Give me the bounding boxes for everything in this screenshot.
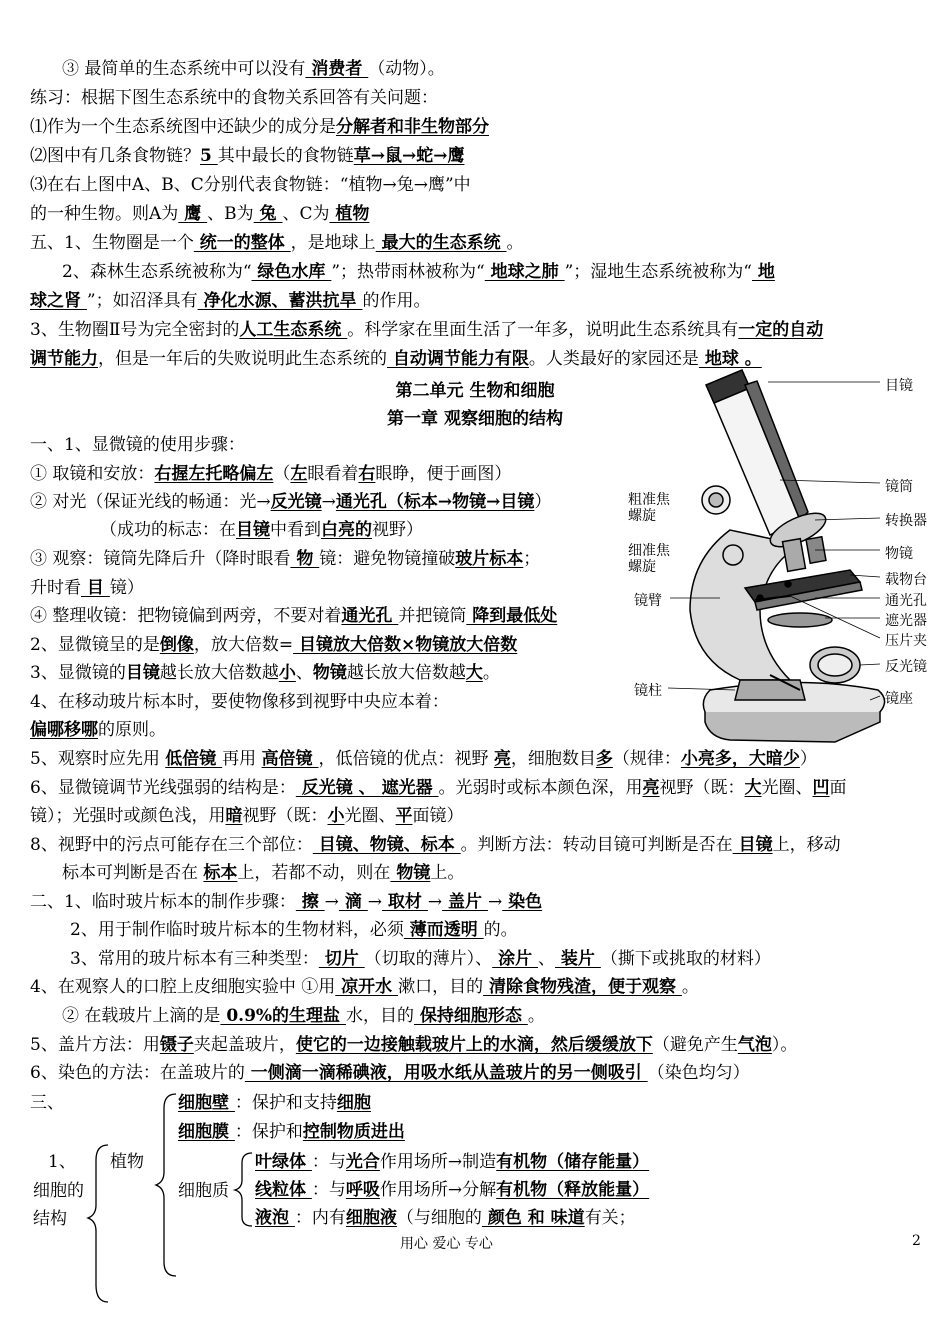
answer-blank: 目镜、物镜、标本 (312, 835, 461, 855)
answer-blank: 保持细胞形态 (413, 1006, 528, 1026)
text-run: 。光弱时或标本颜色深，用 (438, 778, 643, 798)
text-run: 五、1、生物圈是一个 (30, 233, 194, 253)
text-run: 。人类最好的家园还是 (528, 349, 699, 369)
label-eyepiece: 目镜 (885, 378, 913, 394)
label-base: 镜座 (885, 691, 913, 707)
tree-plant: 植物 (110, 1152, 144, 1172)
line-lens (30, 661, 500, 685)
text-run: ② 在载玻片上滴的是 (62, 1006, 221, 1026)
text-run: 面镜） (412, 806, 464, 826)
text-run: 作用场所→制造 (379, 1152, 497, 1172)
text-run: → (487, 892, 503, 912)
answer-blank: 凹 (812, 778, 830, 798)
text-run: 视野（既： (659, 778, 745, 798)
answer-blank: 擦 (295, 892, 325, 912)
text-run: 并把镜筒 (398, 606, 467, 626)
answer-blank: 一定的自动 (738, 320, 824, 340)
text-run: 光圈、 (344, 806, 396, 826)
text-run: 视野） (372, 520, 423, 540)
line-image (30, 633, 517, 657)
label-diaphragm: 遮光器 (885, 613, 927, 629)
line-biosphere (30, 231, 524, 255)
text-run: ，低倍镜的优点：视野 (318, 749, 494, 769)
answer-blank: 小 (327, 806, 345, 826)
text-run: 。 (506, 233, 524, 253)
line-three (30, 1091, 64, 1115)
answer-blank: 自动调节能力有限 (387, 349, 529, 369)
label-pillar: 镜柱 (634, 683, 662, 699)
text-run: 上，若都不动，则在 (237, 863, 391, 883)
answer-blank: 凉开水 (335, 977, 399, 997)
text-run: 其中最长的食物链 (217, 146, 354, 166)
answer-blank: 消费者 (305, 59, 369, 79)
text-run: ”；湿地生态系统被称为“ (564, 262, 752, 282)
text-run: 的作用。 (362, 291, 431, 311)
text-run: 上，移动 (772, 835, 841, 855)
answer-blank: 滴 (338, 892, 368, 912)
tree-cell-wall (178, 1091, 371, 1115)
answer-blank: 切片 (318, 949, 365, 969)
text-run: （成功的标志：在 (100, 520, 236, 540)
answer-blank: 鹰 (178, 204, 208, 224)
text-run: → (321, 492, 336, 512)
answer-blank: 0.9%的生理盐 (220, 1006, 346, 1026)
answer-blank: 人工生态系统 (239, 320, 348, 340)
answer-blank: 调节能力 (30, 349, 98, 369)
answer-blank: 目镜 (732, 835, 773, 855)
answer-blank: 一侧滴一滴稀碘液，用吸水纸从盖玻片的另一侧吸引 (244, 1063, 648, 1083)
line-q3b (30, 202, 369, 226)
tree-label-2: 结构 (33, 1209, 67, 1229)
text-run: ⑶在右上图中A、B、C分别代表食物链：“植物→兔→鹰”中 (30, 175, 471, 195)
answer-blank: 气泡 (737, 1035, 772, 1055)
line-cover (30, 1033, 797, 1057)
line-mouth (30, 975, 699, 999)
line-exercise (30, 86, 438, 110)
answer-blank: 植物 (329, 204, 370, 224)
label-tube: 镜筒 (885, 479, 913, 495)
line-consumer (62, 57, 445, 81)
answer-blank: 统一的整体 (193, 233, 291, 253)
answer-blank: 降到最低处 (466, 606, 558, 626)
text-run: 镜：避免物镜撞破 (319, 549, 456, 569)
text-run: 。 (681, 977, 699, 997)
answer-blank: 装片 (555, 949, 601, 969)
answer-blank: 暗 (225, 806, 243, 826)
label-fine-2: 螺旋 (628, 559, 656, 575)
label-stage: 载物台 (885, 572, 927, 588)
text-run: （切取的薄片）、 (364, 949, 493, 969)
text-run: 越长放大倍数越 (346, 663, 466, 683)
answer-blank: 目 (81, 578, 110, 598)
answer-blank: 绿色水库 (251, 262, 332, 282)
answer-blank: 倒像 (159, 635, 194, 655)
text-run: 。 (527, 1006, 545, 1026)
text-run: （与细胞的 (396, 1208, 482, 1228)
answer-blank: 球之肾 (30, 291, 87, 311)
text-run: （染色均匀） (647, 1063, 750, 1083)
answer-blank: 使它的一边接触载玻片上的水滴，然后缓缓放下 (295, 1035, 653, 1055)
tree-number: 1、 (48, 1152, 76, 1172)
text-run: 练习：根据下图生态系统中的食物关系回答有关问题： (30, 88, 438, 108)
line-step1 (30, 462, 511, 486)
line-spot-b (62, 861, 464, 885)
text-run: 6、显微镜调节光线强弱的结构是： (30, 778, 296, 798)
line-move-b (30, 718, 166, 742)
text-run: 3、显微镜的 (30, 663, 126, 683)
text-run: 镜） (109, 578, 144, 598)
text-run: ③ 观察：镜筒先降后升（降时眼看 (30, 549, 291, 569)
bold-term: 目镜 (125, 663, 160, 683)
text-run: ”；如沼泽具有 (86, 291, 198, 311)
line-light-b (30, 804, 464, 828)
text-run: ：与 (311, 1180, 346, 1200)
text-run: 二、1、临时玻片标本的制作步骤： (30, 892, 296, 912)
label-aperture: 通光孔 (885, 593, 927, 609)
text-run: ，细胞数目 (510, 749, 596, 769)
text-run: 作用场所→分解 (379, 1180, 497, 1200)
line-forest-b (30, 289, 430, 313)
answer-blank: 白亮的 (321, 520, 372, 540)
answer-blank: 低倍镜 (165, 749, 223, 769)
text-run: → (324, 892, 339, 912)
text-run: ”；热带雨林被称为“ (331, 262, 485, 282)
text-run: 视野（既： (242, 806, 328, 826)
answer-blank: 目镜放大倍数×物镜放大倍数 (293, 635, 518, 655)
text-run: ，是地球上 (290, 233, 376, 253)
line-step4 (30, 604, 557, 628)
answer-blank: 细胞液 (345, 1208, 397, 1228)
text-run: ） (799, 749, 817, 769)
text-run: ：内有 (294, 1208, 346, 1228)
text-run: ⑵图中有几条食物链？ (30, 146, 200, 166)
text-run: （避免产生 (652, 1035, 738, 1055)
text-run: ） (534, 492, 552, 512)
answer-blank: 地 (751, 262, 775, 282)
text-run: 光圈、 (761, 778, 813, 798)
answer-blank: 地球之肺 (484, 262, 565, 282)
answer-blank: 高倍镜 (261, 749, 319, 769)
text-run: 6、染色的方法：在盖玻片的 (30, 1063, 245, 1083)
text-run: 2、用于制作临时玻片标本的生物材料，必须 (70, 920, 404, 940)
text-run: （动物）。 (368, 59, 445, 79)
text-run: 的一种生物。则A为 (30, 204, 179, 224)
tree-chloroplast (255, 1150, 649, 1174)
answer-blank: 大 (465, 663, 483, 683)
label-converter: 转换器 (885, 513, 927, 529)
answer-blank: 镊子 (159, 1035, 194, 1055)
answer-blank: 兔 (253, 204, 283, 224)
unit-heading: 第二单元 生物和细胞 (395, 381, 555, 401)
answer-blank: 多 (595, 749, 613, 769)
label-arm: 镜臂 (634, 593, 662, 609)
text-run: 。科学家在里面生活了一年多，说明此生态系统具有 (347, 320, 739, 340)
answer-blank: 目镜 (236, 520, 270, 540)
answer-blank: 控制物质进出 (302, 1122, 405, 1142)
text-run: → (427, 892, 443, 912)
tree-label-1: 细胞的 (33, 1181, 84, 1201)
answer-blank: 草→鼠→蛇→鹰 (353, 146, 465, 166)
answer-blank: 颜色 和 味道 (481, 1208, 585, 1228)
line-forest (62, 260, 775, 284)
text-run: ：保护和 (234, 1122, 303, 1142)
answer-blank: 物 (290, 549, 320, 569)
text-run: ）。 (771, 1035, 798, 1055)
page-number: 2 (912, 1233, 921, 1249)
text-run: （规律： (612, 749, 681, 769)
answer-blank: 物镜 (390, 863, 431, 883)
text-run: 4、在观察人的口腔上皮细胞实验中 ①用 (30, 977, 336, 997)
label-objective: 物镜 (885, 546, 913, 562)
text-run: ，放大倍数= (193, 635, 294, 655)
text-run: ④ 整理收镜：把物镜偏到两旁，不要对着 (30, 606, 342, 626)
line-saline (62, 1004, 545, 1028)
label-fine: 细准焦 (628, 543, 670, 559)
text-run: 镜）；光强时或颜色浅，用 (30, 806, 226, 826)
answer-blank: 平 (395, 806, 413, 826)
text-run: 4、在移动玻片标本时，要使物像移到视野中央应本着： (30, 692, 449, 712)
text-run: 、C为 (282, 204, 330, 224)
line-step2 (30, 490, 551, 514)
text-run: 5、盖片方法：用 (30, 1035, 160, 1055)
text-run: 2、森林生态系统被称为“ (62, 262, 252, 282)
answer-blank: 净化水源、蓄洪抗旱 (197, 291, 363, 311)
answer-blank: 分解者和非生物部分 (336, 117, 489, 137)
text-run: 越长放大倍数越 (159, 663, 279, 683)
text-run: ① 取镜和安放： (30, 464, 155, 484)
answer-blank: 标本 (203, 863, 238, 883)
line-q2 (30, 144, 464, 168)
text-run: 面 (829, 778, 847, 798)
label-coarse: 粗准焦 (628, 492, 670, 508)
text-run: 3、常用的玻片标本有三种类型： (70, 949, 319, 969)
line-biosphere2-b (30, 347, 762, 371)
answer-blank: 光合 (345, 1152, 380, 1172)
answer-blank: 5 (200, 146, 218, 166)
footer-text: 用心 爱心 专心 (400, 1236, 493, 1252)
answer-blank: 最大的生态系统 (375, 233, 507, 253)
answer-blank: 细胞 (336, 1093, 371, 1113)
text-run: 眼睁，便于画图） (375, 464, 512, 484)
text-run: 、B为 (207, 204, 254, 224)
answer-blank: 染色 (502, 892, 543, 912)
tree-cytoplasm: 细胞质 (178, 1181, 229, 1201)
answer-blank: 大 (744, 778, 762, 798)
label-coarse-2: 螺旋 (628, 508, 656, 524)
text-run: ⑴作为一个生态系统图中还缺少的成分是 (30, 117, 336, 137)
answer-blank: 取材 (382, 892, 428, 912)
line-stain (30, 1061, 750, 1085)
text-run: ：保护和支持 (234, 1093, 337, 1113)
text-run: 2、显微镜呈的是 (30, 635, 160, 655)
answer-blank: 小亮多，大暗少 (680, 749, 800, 769)
text-run: 的原则。 (98, 720, 166, 740)
text-run: 标本可判断是否在 (62, 863, 204, 883)
text-run: ； (523, 549, 541, 569)
line-light (30, 776, 847, 800)
answer-blank: 有机物（储存能量） (496, 1152, 650, 1172)
line-material (70, 918, 518, 942)
line-slide-steps (30, 890, 542, 914)
line-types (70, 947, 771, 971)
answer-blank: 右 (358, 464, 376, 484)
answer-blank: 玻片标本 (455, 549, 524, 569)
text-run: 上。 (430, 863, 465, 883)
text-run: 。 (482, 663, 500, 683)
answer-blank: 偏哪移哪 (30, 720, 98, 740)
tree-vacuole (255, 1206, 636, 1230)
answer-blank: 呼吸 (345, 1180, 380, 1200)
line-q1 (30, 115, 489, 139)
text-run: 再用 (222, 749, 262, 769)
answer-blank: 小 (278, 663, 296, 683)
answer-blank: 线粒体 (255, 1180, 312, 1200)
text-run: ：与 (311, 1152, 346, 1172)
bold-term: 物镜 (312, 663, 347, 683)
answer-blank: 反光镜 、 遮光器 (295, 778, 439, 798)
answer-blank: 亮 (493, 749, 511, 769)
text-run: （撕下或挑取的材料） (600, 949, 771, 969)
answer-blank: 左 (290, 464, 308, 484)
text-run: 升时看 (30, 578, 81, 598)
answer-blank: 清除食物残渣，便于观察 (483, 977, 682, 997)
text-run: （ (273, 464, 291, 484)
line-step3 (30, 547, 540, 571)
line-steps (30, 433, 245, 457)
tree-cell-membrane (178, 1120, 405, 1144)
line-low-high (30, 747, 817, 771)
text-run: 的。 (483, 920, 518, 940)
text-run: 漱口，目的 (398, 977, 484, 997)
line-biosphere2 (30, 318, 823, 342)
text-run: 三、 (30, 1093, 64, 1113)
text-run: ，但是一年后的失败说明此生态系统的 (98, 349, 387, 369)
answer-blank: 地球 。 (698, 349, 762, 369)
text-run: ③ 最简单的生态系统中可以没有 (62, 59, 306, 79)
chapter-heading: 第一章 观察细胞的结构 (387, 409, 563, 429)
text-run: 。判断方法：转动目镜可判断是否在 (460, 835, 733, 855)
text-run: 、 (295, 663, 313, 683)
text-run: 水，目的 (345, 1006, 414, 1026)
answer-blank: 涂片 (492, 949, 539, 969)
line-step2b (100, 518, 423, 542)
answer-blank: 有机物（释放能量） (496, 1180, 650, 1200)
line-q3 (30, 173, 471, 197)
answer-blank: 盖片 (442, 892, 488, 912)
answer-blank: 叶绿体 (255, 1152, 312, 1172)
line-move (30, 690, 449, 714)
line-spot (30, 833, 841, 857)
answer-blank: 细胞膜 (178, 1122, 235, 1142)
text-run: 3、生物圈Ⅱ号为完全密封的 (30, 320, 240, 340)
text-run: 8、视野中的污点可能存在三个部位： (30, 835, 313, 855)
answer-blank: 通光孔 (341, 606, 399, 626)
text-run: ② 对光（保证光线的畅通：光→ (30, 492, 271, 512)
answer-blank: 薄而透明 (403, 920, 484, 940)
text-run: 夹起盖玻片， (193, 1035, 296, 1055)
text-run: → (367, 892, 383, 912)
answer-blank: 反光镜 (270, 492, 322, 512)
label-mirror: 反光镜 (885, 659, 927, 675)
line-step3b (30, 576, 144, 600)
answer-blank: 细胞壁 (178, 1093, 235, 1113)
tree-mitochondria (255, 1178, 649, 1202)
answer-blank: 通光孔（标本→物镜→目镜 (335, 492, 535, 512)
text-run: 一、1、显微镜的使用步骤： (30, 435, 245, 455)
text-run: 有关； (584, 1208, 636, 1228)
answer-blank: 亮 (642, 778, 660, 798)
label-clip: 压片夹 (885, 633, 927, 649)
text-run: 中看到 (270, 520, 321, 540)
answer-blank: 右握左托略偏左 (154, 464, 274, 484)
text-run: 眼看着 (307, 464, 359, 484)
answer-blank: 液泡 (255, 1208, 295, 1228)
text-run: 、 (538, 949, 556, 969)
text-run: 5、观察时应先用 (30, 749, 166, 769)
